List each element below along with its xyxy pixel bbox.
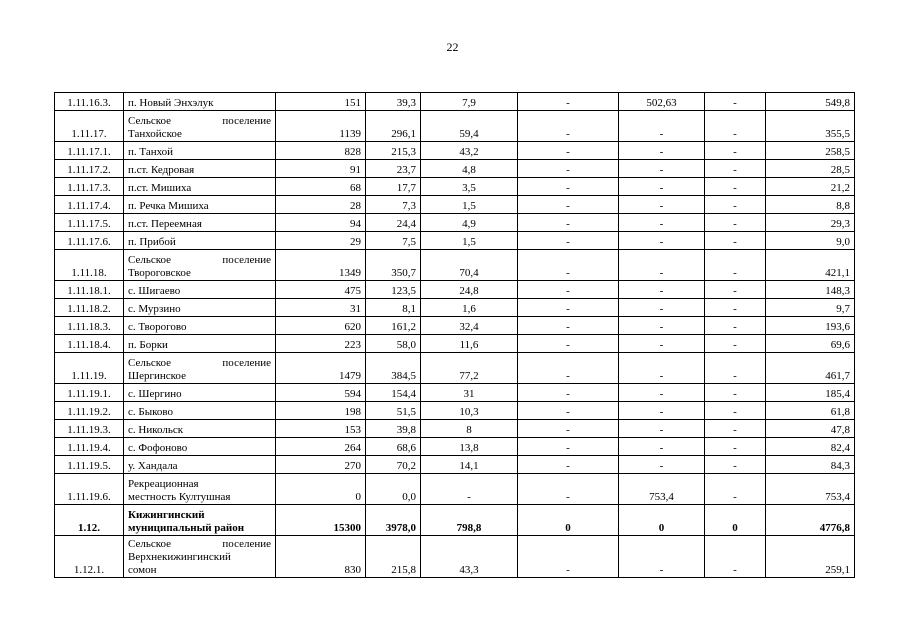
row-value-3: 43,3 <box>421 536 518 578</box>
row-value-1: 475 <box>276 281 366 299</box>
row-name-line: у. Хандала <box>128 460 178 472</box>
row-value-3: 77,2 <box>421 353 518 384</box>
row-value-6: - <box>705 142 766 160</box>
row-name-line: Твороговское <box>128 267 191 279</box>
row-value-7: 29,3 <box>766 214 855 232</box>
row-value-5: - <box>619 232 705 250</box>
table-row <box>55 317 855 335</box>
row-code: 1.11.18.1. <box>55 281 124 299</box>
data-table <box>54 92 855 578</box>
row-value-1: 94 <box>276 214 366 232</box>
row-value-2: 7,5 <box>366 232 421 250</box>
row-value-6: - <box>705 250 766 281</box>
row-value-4: - <box>518 299 619 317</box>
row-name-line: муниципальный район <box>128 522 245 534</box>
row-value-4: - <box>518 474 619 505</box>
row-value-7: 461,7 <box>766 353 855 384</box>
row-name <box>124 474 276 505</box>
row-value-5: - <box>619 111 705 142</box>
row-value-7: 82,4 <box>766 438 855 456</box>
row-value-3: 3,5 <box>421 178 518 196</box>
row-value-6: - <box>705 474 766 505</box>
page-number: 22 <box>446 40 459 54</box>
row-code: 1.11.19.1. <box>55 384 124 402</box>
row-value-3: 14,1 <box>421 456 518 474</box>
row-value-4: - <box>518 214 619 232</box>
row-value-6: - <box>705 420 766 438</box>
row-name-line: с. Мурзино <box>128 303 181 315</box>
row-value-4: - <box>518 93 619 111</box>
row-name-line: п. Речка Мишиха <box>128 200 209 212</box>
row-name-line: Танхойское <box>128 128 182 140</box>
row-name <box>124 250 276 281</box>
row-value-2: 68,6 <box>366 438 421 456</box>
row-value-5: 753,4 <box>619 474 705 505</box>
row-value-2: 154,4 <box>366 384 421 402</box>
row-value-1: 68 <box>276 178 366 196</box>
row-value-4: - <box>518 438 619 456</box>
row-name-line: п.ст. Кедровая <box>128 164 195 176</box>
row-code: 1.11.17. <box>55 111 124 142</box>
table-row <box>55 93 855 111</box>
row-code: 1.11.19.4. <box>55 438 124 456</box>
row-code: 1.11.17.4. <box>55 196 124 214</box>
row-value-1: 15300 <box>276 505 366 536</box>
row-value-7: 355,5 <box>766 111 855 142</box>
row-value-7: 61,8 <box>766 402 855 420</box>
row-value-4: - <box>518 353 619 384</box>
row-name <box>124 214 276 232</box>
row-value-1: 223 <box>276 335 366 353</box>
row-value-1: 198 <box>276 402 366 420</box>
row-name <box>124 299 276 317</box>
row-value-5: - <box>619 456 705 474</box>
row-code: 1.12. <box>55 505 124 536</box>
row-value-2: 215,8 <box>366 536 421 578</box>
table-row <box>55 232 855 250</box>
row-value-5: 0 <box>619 505 705 536</box>
row-name <box>124 142 276 160</box>
row-value-6: - <box>705 178 766 196</box>
row-value-3: 24,8 <box>421 281 518 299</box>
row-name <box>124 232 276 250</box>
row-value-6: - <box>705 353 766 384</box>
row-code: 1.11.19. <box>55 353 124 384</box>
row-code: 1.11.18. <box>55 250 124 281</box>
row-value-3: 70,4 <box>421 250 518 281</box>
row-value-5: - <box>619 196 705 214</box>
row-value-1: 270 <box>276 456 366 474</box>
row-value-6: - <box>705 93 766 111</box>
row-value-2: 215,3 <box>366 142 421 160</box>
row-value-2: 296,1 <box>366 111 421 142</box>
row-value-6: - <box>705 456 766 474</box>
row-name <box>124 178 276 196</box>
row-code: 1.11.19.6. <box>55 474 124 505</box>
row-name <box>124 536 276 578</box>
row-value-2: 0,0 <box>366 474 421 505</box>
row-name <box>124 93 276 111</box>
table-row <box>55 536 855 578</box>
row-code: 1.12.1. <box>55 536 124 578</box>
row-name-line: п. Прибой <box>128 236 176 248</box>
row-name-line: Сельское поселение <box>128 115 271 127</box>
row-value-5: - <box>619 160 705 178</box>
row-value-2: 58,0 <box>366 335 421 353</box>
row-name-line: п.ст. Мишиха <box>128 182 192 194</box>
row-value-4: - <box>518 456 619 474</box>
table-row <box>55 438 855 456</box>
row-value-5: - <box>619 384 705 402</box>
row-value-7: 185,4 <box>766 384 855 402</box>
row-value-7: 8,8 <box>766 196 855 214</box>
row-value-7: 258,5 <box>766 142 855 160</box>
row-value-3: 1,5 <box>421 196 518 214</box>
row-value-5: - <box>619 250 705 281</box>
row-value-2: 51,5 <box>366 402 421 420</box>
row-value-4: - <box>518 196 619 214</box>
row-value-4: - <box>518 384 619 402</box>
row-value-1: 620 <box>276 317 366 335</box>
row-value-2: 17,7 <box>366 178 421 196</box>
row-value-4: - <box>518 402 619 420</box>
row-code: 1.11.17.3. <box>55 178 124 196</box>
row-value-2: 24,4 <box>366 214 421 232</box>
row-value-2: 7,3 <box>366 196 421 214</box>
row-code: 1.11.18.3. <box>55 317 124 335</box>
row-code: 1.11.19.3. <box>55 420 124 438</box>
row-value-7: 549,8 <box>766 93 855 111</box>
row-value-5: - <box>619 438 705 456</box>
row-value-4: - <box>518 317 619 335</box>
row-value-1: 828 <box>276 142 366 160</box>
row-name-line: с. Быково <box>128 406 173 418</box>
row-name-line: Верхнекижингинский <box>128 551 231 563</box>
row-value-1: 1349 <box>276 250 366 281</box>
row-value-3: 4,9 <box>421 214 518 232</box>
row-value-5: - <box>619 299 705 317</box>
row-value-6: - <box>705 111 766 142</box>
row-value-1: 28 <box>276 196 366 214</box>
row-value-4: - <box>518 111 619 142</box>
table-row <box>55 142 855 160</box>
row-value-6: - <box>705 335 766 353</box>
row-value-4: - <box>518 536 619 578</box>
row-value-7: 9,0 <box>766 232 855 250</box>
row-value-2: 384,5 <box>366 353 421 384</box>
row-value-5: - <box>619 214 705 232</box>
row-value-3: 32,4 <box>421 317 518 335</box>
row-value-1: 594 <box>276 384 366 402</box>
row-value-2: 39,8 <box>366 420 421 438</box>
row-name <box>124 456 276 474</box>
table-row <box>55 160 855 178</box>
row-value-4: - <box>518 142 619 160</box>
row-value-3: 31 <box>421 384 518 402</box>
row-value-3: 7,9 <box>421 93 518 111</box>
row-value-1: 31 <box>276 299 366 317</box>
row-value-3: 4,8 <box>421 160 518 178</box>
row-value-1: 1139 <box>276 111 366 142</box>
row-value-5: - <box>619 317 705 335</box>
row-name-line: с. Никольск <box>128 424 184 436</box>
table-row <box>55 402 855 420</box>
row-value-2: 350,7 <box>366 250 421 281</box>
row-name <box>124 420 276 438</box>
row-code: 1.11.17.6. <box>55 232 124 250</box>
row-value-7: 259,1 <box>766 536 855 578</box>
row-value-7: 4776,8 <box>766 505 855 536</box>
row-value-7: 193,6 <box>766 317 855 335</box>
row-value-3: 1,5 <box>421 232 518 250</box>
row-name <box>124 317 276 335</box>
row-value-6: - <box>705 281 766 299</box>
row-name <box>124 111 276 142</box>
row-value-5: - <box>619 420 705 438</box>
row-code: 1.11.19.2. <box>55 402 124 420</box>
table-row <box>55 281 855 299</box>
table-row <box>55 178 855 196</box>
table-row <box>55 250 855 281</box>
row-value-2: 39,3 <box>366 93 421 111</box>
row-value-5: - <box>619 142 705 160</box>
row-code: 1.11.19.5. <box>55 456 124 474</box>
row-value-4: - <box>518 250 619 281</box>
row-value-6: - <box>705 232 766 250</box>
row-value-7: 69,6 <box>766 335 855 353</box>
row-name-line: Сельское поселение <box>128 254 271 266</box>
row-code: 1.11.17.2. <box>55 160 124 178</box>
row-value-1: 830 <box>276 536 366 578</box>
table-body <box>55 93 855 578</box>
row-value-7: 28,5 <box>766 160 855 178</box>
row-value-6: - <box>705 384 766 402</box>
row-value-3: 8 <box>421 420 518 438</box>
row-value-7: 84,3 <box>766 456 855 474</box>
row-name-line: с. Фофоново <box>128 442 188 454</box>
row-value-2: 161,2 <box>366 317 421 335</box>
row-value-6: - <box>705 196 766 214</box>
table-row <box>55 353 855 384</box>
row-name <box>124 353 276 384</box>
row-name <box>124 402 276 420</box>
table-row <box>55 505 855 536</box>
table-row <box>55 214 855 232</box>
row-value-1: 0 <box>276 474 366 505</box>
row-name-line: п.ст. Переемная <box>128 218 202 230</box>
row-value-6: - <box>705 160 766 178</box>
row-name <box>124 160 276 178</box>
row-name <box>124 335 276 353</box>
row-name-line: п. Новый Энхэлук <box>128 97 214 109</box>
row-name-line: Сельское поселение <box>128 538 271 550</box>
row-code: 1.11.17.5. <box>55 214 124 232</box>
row-value-5: 502,63 <box>619 93 705 111</box>
row-value-2: 23,7 <box>366 160 421 178</box>
row-value-3: 59,4 <box>421 111 518 142</box>
row-name <box>124 281 276 299</box>
table-row <box>55 335 855 353</box>
row-name-line: Кижингинский <box>128 509 205 521</box>
row-value-2: 8,1 <box>366 299 421 317</box>
row-value-7: 148,3 <box>766 281 855 299</box>
row-name-line: с. Шергино <box>128 388 182 400</box>
row-name-line: Шергинское <box>128 370 186 382</box>
row-value-5: - <box>619 335 705 353</box>
row-value-6: - <box>705 402 766 420</box>
table-row <box>55 474 855 505</box>
row-value-1: 29 <box>276 232 366 250</box>
row-name <box>124 196 276 214</box>
row-code: 1.11.18.4. <box>55 335 124 353</box>
row-value-7: 421,1 <box>766 250 855 281</box>
row-name <box>124 384 276 402</box>
row-value-6: - <box>705 214 766 232</box>
row-name-line: п. Танхой <box>128 146 174 158</box>
row-value-2: 70,2 <box>366 456 421 474</box>
row-value-4: 0 <box>518 505 619 536</box>
row-name-line: с. Шигаево <box>128 285 181 297</box>
row-value-1: 91 <box>276 160 366 178</box>
row-value-6: - <box>705 317 766 335</box>
table-row <box>55 111 855 142</box>
row-code: 1.11.17.1. <box>55 142 124 160</box>
row-name <box>124 438 276 456</box>
table-row <box>55 456 855 474</box>
table-row <box>55 420 855 438</box>
row-value-3: 13,8 <box>421 438 518 456</box>
row-name-line: Сельское поселение <box>128 357 271 369</box>
row-value-7: 47,8 <box>766 420 855 438</box>
row-code: 1.11.16.3. <box>55 93 124 111</box>
row-value-3: 10,3 <box>421 402 518 420</box>
table-row <box>55 299 855 317</box>
row-name-line: местность Култушная <box>128 491 231 503</box>
row-value-5: - <box>619 178 705 196</box>
row-name <box>124 505 276 536</box>
row-value-5: - <box>619 402 705 420</box>
row-value-3: 43,2 <box>421 142 518 160</box>
row-value-3: 1,6 <box>421 299 518 317</box>
row-value-4: - <box>518 232 619 250</box>
row-value-3: 11,6 <box>421 335 518 353</box>
row-name-line: п. Борки <box>128 339 168 351</box>
row-value-7: 753,4 <box>766 474 855 505</box>
row-value-4: - <box>518 420 619 438</box>
row-name-line: сомон <box>128 564 157 576</box>
table-row <box>55 384 855 402</box>
row-value-6: - <box>705 536 766 578</box>
row-value-4: - <box>518 178 619 196</box>
row-value-1: 151 <box>276 93 366 111</box>
row-value-6: 0 <box>705 505 766 536</box>
row-value-2: 123,5 <box>366 281 421 299</box>
row-code: 1.11.18.2. <box>55 299 124 317</box>
row-value-3: - <box>421 474 518 505</box>
row-value-3: 798,8 <box>421 505 518 536</box>
row-value-7: 21,2 <box>766 178 855 196</box>
row-value-4: - <box>518 335 619 353</box>
row-value-1: 153 <box>276 420 366 438</box>
row-value-4: - <box>518 281 619 299</box>
row-value-5: - <box>619 353 705 384</box>
table-row <box>55 196 855 214</box>
row-value-7: 9,7 <box>766 299 855 317</box>
row-value-5: - <box>619 536 705 578</box>
row-name-line: Рекреационная <box>128 478 199 490</box>
row-value-6: - <box>705 438 766 456</box>
row-value-6: - <box>705 299 766 317</box>
row-value-5: - <box>619 281 705 299</box>
row-value-1: 264 <box>276 438 366 456</box>
row-value-2: 3978,0 <box>366 505 421 536</box>
row-value-1: 1479 <box>276 353 366 384</box>
row-name-line: с. Творогово <box>128 321 187 333</box>
row-value-4: - <box>518 160 619 178</box>
